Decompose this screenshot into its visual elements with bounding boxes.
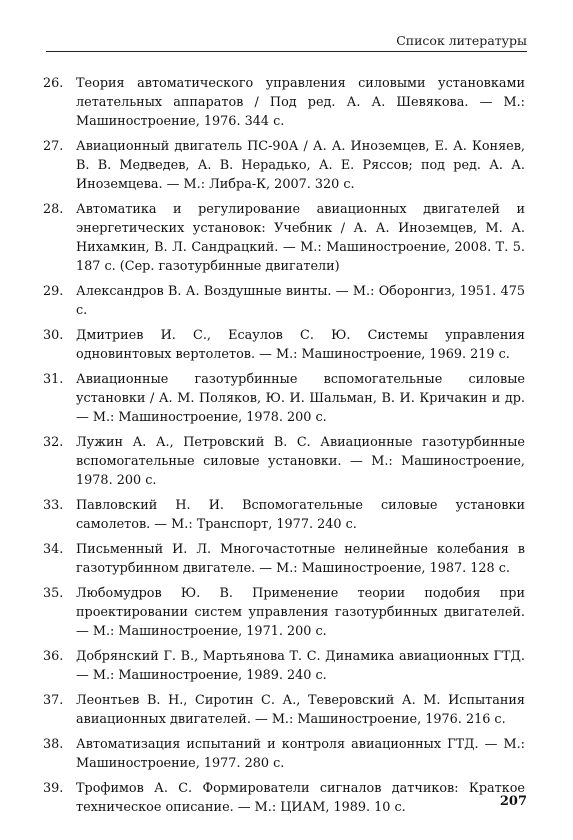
reference-text: Теория автоматического управления силовыми установками летательных аппаратов / Под ред. А. А. Шевякова. — М.: Машиностроение, 1976. 344 с. — [76, 76, 525, 129]
reference-item — [43, 200, 525, 276]
reference-text: Трофимов А. С. Формирователи сигналов датчиков: Краткое техническое описание. — М.: ЦИАМ, 1989. 10 с. — [76, 781, 525, 815]
reference-item — [43, 735, 525, 773]
reference-text: Письменный И. Л. Многочастотные нелинейные колебания в газотурбинном двигателе. — М.: Машиностроение, 1987. 128 с. — [76, 542, 525, 576]
reference-item — [43, 282, 525, 320]
reference-text: Автоматизация испытаний и контроля авиационных ГТД. — М.: Машиностроение, 1977. 280 с. — [76, 737, 525, 771]
reference-number: 32. — [43, 435, 64, 450]
reference-text: Автоматика и регулирование авиационных двигателей и энергетических установок: Учебник / А. А. Иноземцев, М. А. Нихамкин, В. Л. Сандрацкий. — М.: Машиностроение, 2008. Т. 5. 187 с. (Сер. газотурбинные двигатели) — [76, 202, 525, 274]
reference-item — [43, 326, 525, 364]
reference-text: Леонтьев В. Н., Сиротин С. А., Теверовский А. М. Испытания авиационных двигателей. — М.: Машиностроение, 1976. 216 с. — [76, 693, 525, 727]
reference-item — [43, 496, 525, 534]
reference-text: Лужин А. А., Петровский В. С. Авиационные газотурбинные вспомогательные силовые установки. — М.: Машиностроение, 1978. 200 с. — [76, 435, 525, 488]
reference-text: Авиационный двигатель ПС-90А / А. А. Иноземцев, Е. А. Коняев, В. В. Медведев, А. В. Нерадько, А. Е. Ряссов; под ред. А. А. Иноземцева. — М.: Либра-К, 2007. 320 с. — [76, 139, 525, 192]
reference-list — [43, 74, 525, 823]
reference-number: 27. — [43, 139, 64, 154]
reference-number: 33. — [43, 498, 64, 513]
reference-text: Добрянский Г. В., Мартьянова Т. С. Динамика авиационных ГТД. — М.: Машиностроение, 1989. 240 с. — [76, 649, 525, 683]
reference-item — [43, 779, 525, 817]
reference-text: Александров В. А. Воздушные винты. — М.: Оборонгиз, 1951. 475 с. — [76, 284, 525, 318]
reference-item — [43, 584, 525, 641]
reference-number: 26. — [43, 76, 64, 91]
reference-number: 39. — [43, 781, 64, 796]
reference-number: 38. — [43, 737, 64, 752]
reference-item — [43, 74, 525, 131]
reference-number: 29. — [43, 284, 64, 299]
reference-item — [43, 433, 525, 490]
reference-number: 28. — [43, 202, 64, 217]
running-header-title: Список литературы — [396, 33, 527, 48]
reference-number: 35. — [43, 586, 64, 601]
reference-item — [43, 647, 525, 685]
reference-number: 31. — [43, 372, 64, 387]
page-number: 207 — [499, 794, 527, 809]
reference-number: 37. — [43, 693, 64, 708]
reference-item — [43, 370, 525, 427]
reference-number: 36. — [43, 649, 64, 664]
reference-text: Авиационные газотурбинные вспомогательные силовые установки / А. М. Поляков, Ю. И. Шальман, В. И. Кричакин и др. — М.: Машиностроение, 1978. 200 с. — [76, 372, 525, 425]
reference-item — [43, 137, 525, 194]
reference-text: Павловский Н. И. Вспомогательные силовые установки самолетов. — М.: Транспорт, 1977. 240 с. — [76, 498, 525, 532]
reference-item — [43, 540, 525, 578]
reference-text: Дмитриев И. С., Есаулов С. Ю. Системы управления одновинтовых вертолетов. — М.: Машиностроение, 1969. 219 с. — [76, 328, 525, 362]
header-rule — [46, 51, 527, 52]
reference-number: 30. — [43, 328, 64, 343]
reference-text: Любомудров Ю. В. Применение теории подобия при проектировании систем управления газотурбинных двигателей. — М.: Машиностроение, 1971. 200 с. — [76, 586, 525, 639]
reference-number: 34. — [43, 542, 64, 557]
reference-item — [43, 691, 525, 729]
